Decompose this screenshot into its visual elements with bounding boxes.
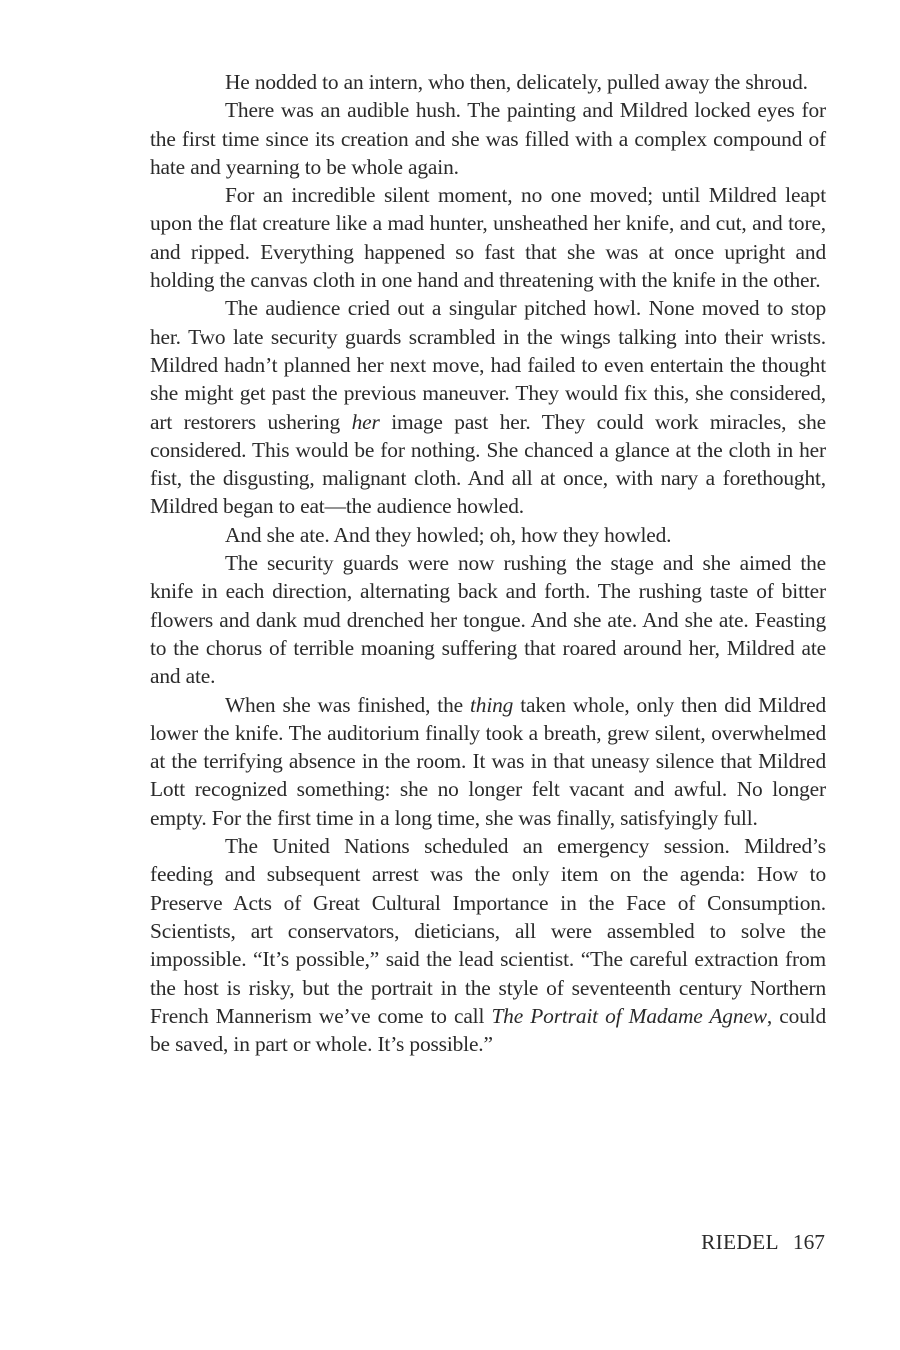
paragraph	[150, 96, 826, 181]
paragraph-text: The United Nations scheduled an emergency session. Mildred’s feeding and subsequent arrest was the only item on the agenda: How to Preserve Acts of Great Cultural Importance in the Face of Consumption. Scientists, art conservators, dieticians, all were assembled to solve the impossible. “It’s possible,” said the lead scientist. “The careful extraction from the host is risky, but the portrait in the style of seventeenth century Northern French Mannerism we’ve come to call	[150, 834, 826, 1028]
paragraph	[150, 181, 826, 294]
paragraph-text: The audience cried out a singular pitched howl. None moved to stop her. Two late security guards scrambled in the wings talking into their wrists. Mildred hadn’t planned her next move, had failed to even entertain the thought she might get past the previous maneuver. They would fix this, she considered, art restorers ushering	[150, 296, 826, 434]
italic-title: The Portrait of Madame Agnew	[491, 1003, 767, 1028]
italic-emphasis: thing	[470, 692, 514, 717]
paragraph-text: There was an audible hush. The painting and Mildred locked eyes for the first time since its creation and she was filled with a complex compound of hate and yearning to be whole again.	[150, 98, 826, 179]
paragraph	[150, 521, 826, 549]
paragraph-text: For an incredible silent moment, no one moved; until Mildred leapt upon the flat creature like a mad hunter, unsheathed her knife, and cut, and tore, and ripped. Everything happened so fast that she was at once upright and holding the canvas cloth in one hand and threatening with the knife in the other.	[150, 183, 826, 293]
italic-emphasis: her	[351, 409, 380, 434]
paragraph	[150, 832, 826, 1058]
paragraph-text: And she ate. And they howled; oh, how they howled.	[225, 522, 672, 547]
paragraph-text: taken whole, only then did Mildred lower the knife. The auditorium finally took a breath, grew silent, overwhelmed at the terrifying absence in the room. It was in that uneasy silence that Mildred Lott recognized something: she no longer felt vacant and awful. No longer empty. For the first time in a long time, she was finally, satisfyingly full.	[150, 692, 826, 830]
paragraph-text: image past her. They could work miracles, she considered. This would be for nothing. She chanced a glance at the cloth in her fist, the disgusting, malignant cloth. And all at once, with nary a forethought, Mildred began to eat—the audience howled.	[150, 409, 826, 519]
paragraph-text: The security guards were now rushing the stage and she aimed the knife in each direction, alternating back and forth. The rushing taste of bitter flowers and dank mud drenched her tongue. And she ate. And she ate. Feasting to the chorus of terrible moaning suffering that roared around her, Mildred ate and ate.	[150, 551, 826, 689]
paragraph	[150, 549, 826, 690]
page-body	[150, 68, 826, 1058]
paragraph	[150, 68, 826, 96]
paragraph-text: He nodded to an intern, who then, delicately, pulled away the shroud.	[225, 70, 808, 94]
paragraph	[150, 691, 826, 832]
paragraph-text: , could be saved, in part or whole. It’s possible.”	[150, 1003, 826, 1057]
page-number: 167	[792, 1230, 825, 1254]
running-footer-author: RIEDEL	[701, 1230, 779, 1254]
page-footer	[701, 1230, 825, 1255]
paragraph	[150, 294, 826, 520]
paragraph-text: When she was finished, the	[225, 692, 470, 717]
